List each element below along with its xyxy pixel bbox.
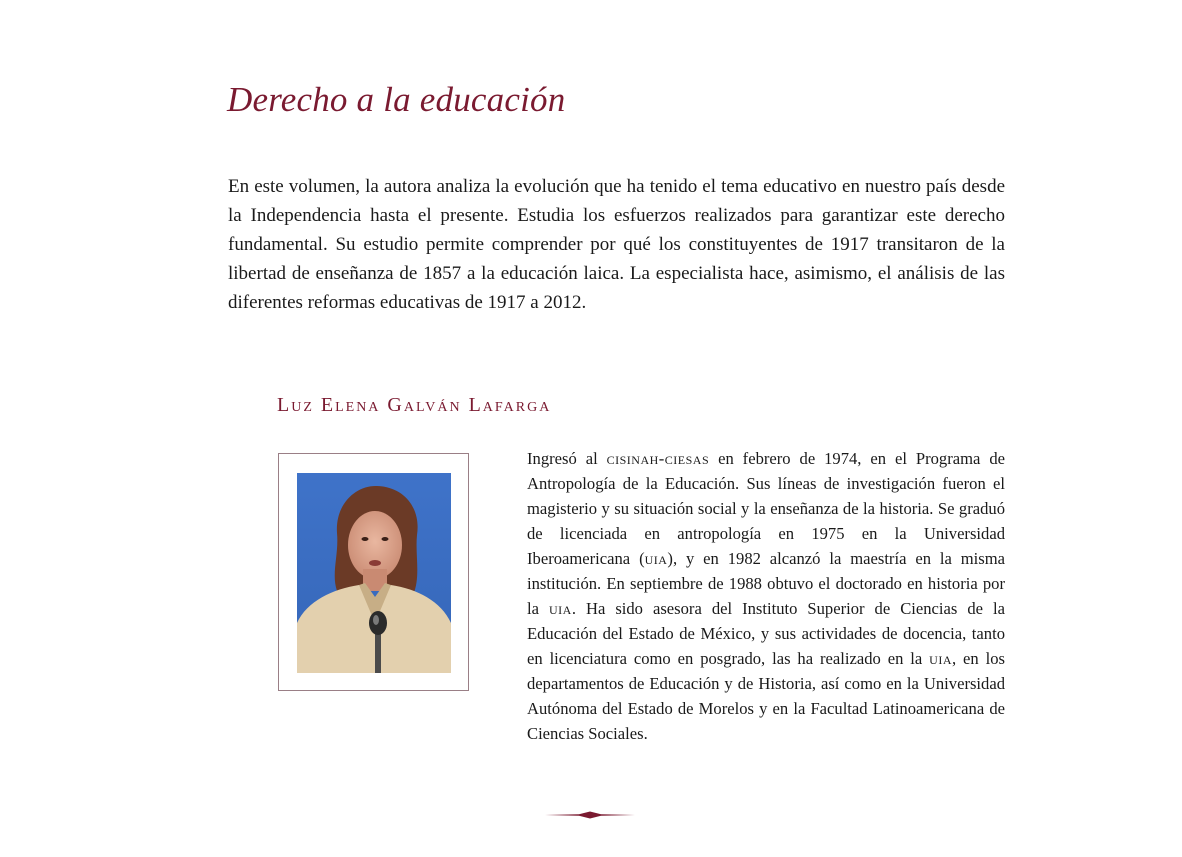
- acronym: uia: [548, 599, 572, 618]
- acronym: uia: [929, 649, 952, 668]
- page-title: Derecho a la educación: [227, 80, 566, 119]
- author-name: Luz Elena Galván Lafarga: [277, 394, 552, 416]
- footer-ornament: [545, 809, 635, 821]
- intro-paragraph: En este volumen, la autora analiza la evolución que ha tenido el tema educativo en nuestro país desde la Independencia hasta el presente. Estudia los esfuerzos realizados para garantizar este derecho fundamental. Su estudio permite comprender por qué los constituyentes de 1917 transitaron de la libertad de enseñanza de 1857 a la educación laica. La especialista hace, asimismo, el análisis de las diferentes reformas educativas de 1917 a 2012.: [228, 176, 1005, 313]
- author-bio: Ingresó al cisinah-ciesas en febrero de 1974, en el Programa de Antropología de la Educación. Sus líneas de investigación fueron el magisterio y su situación social y la enseñanza de la historia. Se graduó de licenciada en antropología en 1975 en la Universidad Iberoamericana (uia), y en 1982 alcanzó la maestría en la misma institución. En septiembre de 1988 obtuvo el doctorado en historia por la uia. Ha sido asesora del Instituto Superior de Ciencias de la Educación del Estado de México, y sus actividades de docencia, tanto en licenciatura como en posgrado, las ha realizado en la uia, en los departamentos de Educación y de Historia, así como en la Universidad Autónoma del Estado de Morelos y en la Facultad Latinoamericana de Ciencias Sociales.: [527, 449, 1005, 743]
- author-photo-frame: [278, 453, 469, 691]
- author-photo: [297, 473, 451, 673]
- acronym: uia: [644, 549, 668, 568]
- acronym: cisinah-ciesas: [606, 449, 710, 468]
